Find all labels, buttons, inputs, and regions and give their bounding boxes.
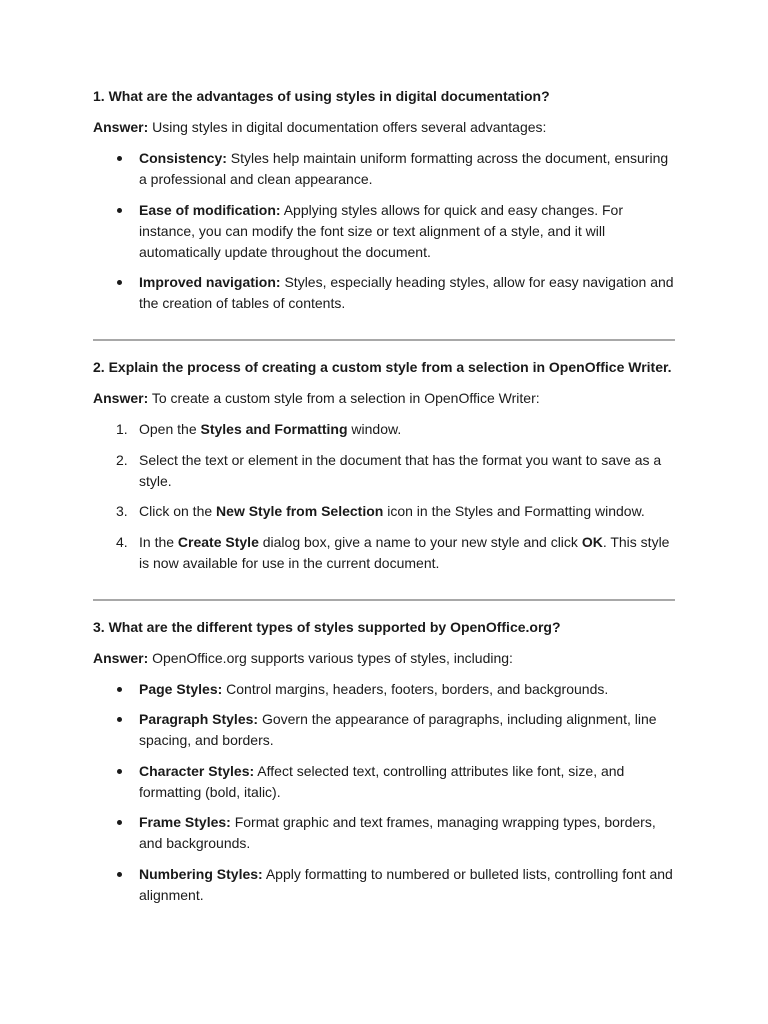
bullet-list — [93, 679, 675, 906]
list-item — [139, 272, 675, 314]
step-text: In the — [139, 533, 178, 550]
item-term: Frame Styles: — [139, 814, 231, 830]
step-number: 3. — [116, 503, 128, 519]
answer-text: Using styles in digital documentation offers several advantages: — [148, 119, 547, 135]
item-term: Paragraph Styles: — [139, 711, 259, 727]
item-text: Styles help maintain uniform formatting across the document, ensuring a professional and clean appearance. — [139, 150, 669, 187]
list-item — [139, 200, 675, 263]
bullet-list — [93, 148, 675, 314]
list-item — [139, 679, 675, 700]
section-1 — [93, 86, 675, 314]
answer-text: OpenOffice.org supports various types of styles, including: — [148, 649, 513, 666]
item-term: Character Styles: — [139, 762, 255, 779]
section-3 — [93, 617, 675, 906]
item-text: Control margins, headers, footers, borders, and backgrounds. — [222, 680, 609, 697]
item-text: Format graphic and text frames, managing wrapping types, borders, and backgrounds. — [139, 814, 656, 851]
list-item — [139, 761, 675, 803]
answer-label: Answer: — [93, 119, 149, 135]
step-number: 4. — [116, 533, 128, 550]
numbered-list — [93, 419, 675, 574]
step-number: 2. — [116, 451, 128, 468]
step-bold: Styles and Formatting — [200, 421, 348, 437]
question-heading: 1. What are the advantages of using styles in digital documentation? — [93, 88, 550, 104]
section-2 — [93, 357, 675, 574]
list-item — [139, 148, 675, 190]
step-text: dialog box, give a name to your new style and click — [258, 533, 582, 550]
step-text: Select the text or element in the document that has the format you want to save as a style. — [139, 451, 662, 489]
answer-intro — [93, 117, 675, 138]
item-term: Page Styles: — [139, 680, 223, 697]
list-item — [116, 419, 675, 440]
step-bold: OK — [581, 533, 603, 550]
step-text: . This style is now available for use in the current document. — [139, 533, 670, 571]
answer-label: Answer: — [93, 649, 149, 666]
item-term: Numbering Styles: — [139, 865, 263, 882]
item-text: Govern the appearance of paragraphs, including alignment, line spacing, and borders. — [139, 711, 657, 748]
list-item — [116, 450, 675, 492]
step-bold: New Style from Selection — [216, 503, 384, 519]
list-item — [139, 709, 675, 751]
section-divider — [93, 339, 675, 341]
step-bold: Create Style — [177, 533, 259, 550]
answer-label: Answer: — [93, 390, 149, 406]
step-text: Click on the — [139, 503, 217, 519]
answer-intro — [93, 648, 675, 669]
item-term: Consistency: — [139, 150, 227, 166]
item-text: Styles, especially heading styles, allow for easy navigation and the creation of tables of contents. — [139, 274, 674, 311]
question-heading: 3. What are the different types of styles supported by OpenOffice.org? — [93, 618, 561, 635]
item-text: Affect selected text, controlling attributes like font, size, and formatting (bold, italic). — [139, 762, 625, 800]
answer-text: To create a custom style from a selection in OpenOffice Writer: — [148, 390, 540, 406]
item-text: Applying styles allows for quick and easy changes. For instance, you can modify the font size or text alignment of a style, and it will automatically update throughout the document. — [139, 201, 623, 260]
step-text: window. — [347, 421, 402, 437]
item-text: Apply formatting to numbered or bulleted lists, controlling font and alignment. — [139, 865, 673, 903]
step-number: 1. — [116, 421, 128, 437]
list-item — [116, 501, 675, 522]
section-divider — [93, 599, 675, 601]
item-term: Improved navigation: — [139, 274, 281, 290]
step-text: icon in the Styles and Formatting window. — [383, 503, 645, 519]
list-item — [139, 812, 675, 854]
item-term: Ease of modification: — [139, 201, 281, 218]
list-item — [139, 864, 675, 906]
answer-intro — [93, 388, 675, 409]
step-text: Open the — [139, 421, 201, 437]
list-item — [116, 532, 675, 574]
question-heading: 2. Explain the process of creating a custom style from a selection in OpenOffice Writer. — [93, 359, 672, 375]
